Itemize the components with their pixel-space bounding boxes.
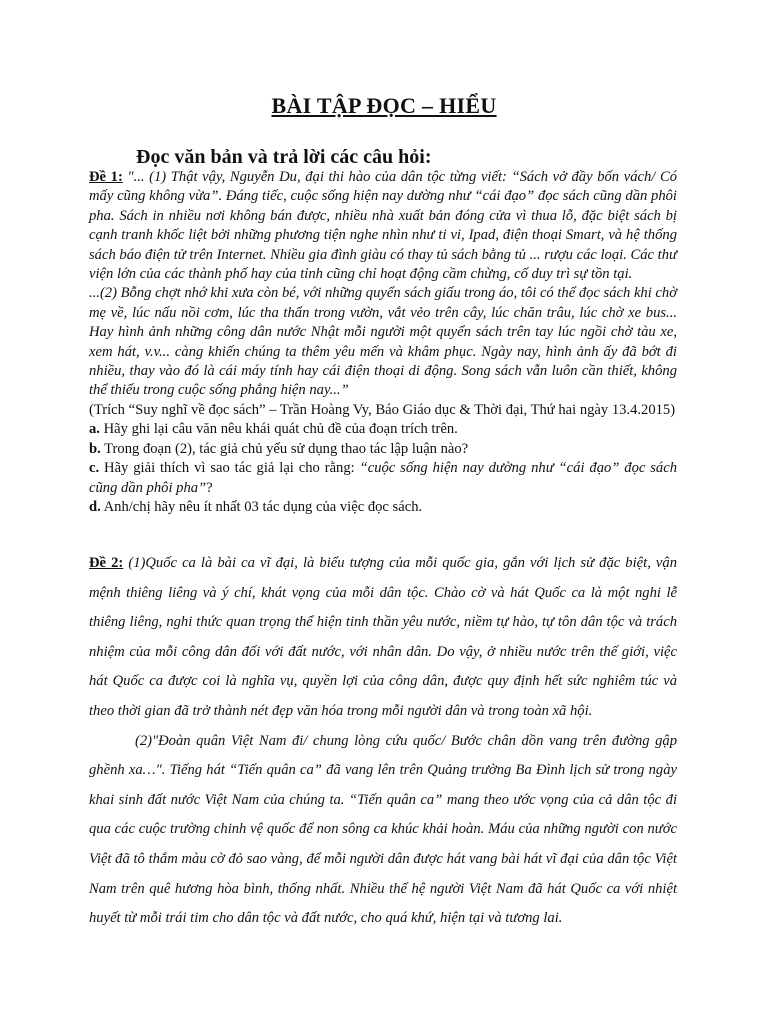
question-a <box>89 420 677 439</box>
passage-source: (Trích “Suy nghĩ về đọc sách” – Trần Hoàng Vy, Báo Giáo dục & Thời đại, Thứ hai ngày 13.4.2015) <box>89 401 676 418</box>
exercise-2-label: Đề 2: <box>89 555 124 571</box>
exercise-1 <box>89 168 677 517</box>
passage-1-text: "... (1) Thật vậy, Nguyễn Du, đại thi hào của dân tộc từng viết: “Sách vở đầy bốn vách/ Có mấy cũng không vừa”. Đáng tiếc, cuộc sống hiện nay dường như “cái đạo” đọc sách cũng dần phôi pha. Sách in nhiều nơi không bán được, nhiều nhà xuất bản đóng cửa vì thua lỗ, đặc biệt sách bị cạnh tranh khốc liệt bởi những phương tiện nghe nhìn như ti vi, Ipad, điện thoại Smart, và hệ thống sách báo điện tử trên Internet. Nhiều gia đình giàu có thay tủ sách bằng tủ ... rượu các loại. Các thư viện lớn của các thành phố hay của tỉnh cũng chỉ hoạt động cầm chừng, cố duy trì sự tồn tại. <box>89 169 677 283</box>
instruction-heading: Đọc văn bản và trả lời các câu hỏi: <box>136 146 432 168</box>
exercise-1-label: Đề 1: <box>89 169 123 185</box>
question-c <box>89 459 677 498</box>
question-d <box>89 498 677 517</box>
question-c-label: c. <box>89 460 100 477</box>
exercise-2-passage-1 <box>89 549 677 727</box>
question-c-end: ? <box>206 479 213 496</box>
question-a-text: Hãy ghi lại câu văn nêu khái quát chủ đề của đoạn trích trên. <box>99 421 458 438</box>
question-c-text: Hãy giải thích vì sao tác giả lại cho rằng: <box>99 460 360 477</box>
question-c-quote: “cuộc sống hiện nay dường như “cái đạo” đọc sách cũng dần phôi pha” <box>89 460 678 496</box>
page-title: BÀI TẬP ĐỌC – HIỂU <box>271 93 497 118</box>
question-b-label: b. <box>89 440 101 457</box>
question-d-label: d. <box>89 498 101 515</box>
exercise-2 <box>89 549 677 934</box>
question-d-text: Anh/chị hãy nêu ít nhất 03 tác dụng của việc đọc sách. <box>100 498 423 515</box>
exercise-2-passage-2: (2)"Đoàn quân Việt Nam đi/ chung lòng cứu quốc/ Bước chân dồn vang trên đường gập ghềnh xa…". Tiếng hát “Tiến quân ca” đã vang lên trên Quảng trường Ba Đình lịch sử trong ngày khai sinh đất nước Việt Nam của chúng ta. “Tiến quân ca” mang theo ước vọng của cả dân tộc đi qua các cuộc trường chinh vệ quốc để non sông ca khúc khải hoàn. Máu của những người con nước Việt đã tô thắm màu cờ đỏ sao vàng, để mỗi người dân được hát vang bài hát vĩ đại của dân tộc Việt Nam trên quê hương hòa bình, thống nhất. Nhiều thế hệ người Việt Nam đã hát Quốc ca với nhiệt huyết từ mỗi trái tim cho dân tộc và đất nước, cho quá khứ, hiện tại và tương lai. <box>89 732 677 927</box>
question-a-label: a. <box>89 421 100 438</box>
question-b <box>89 440 677 459</box>
exercise-1-passage-2: ...(2) Bỗng chợt nhớ khi xưa còn bé, với những quyển sách giấu trong áo, tôi có thể đọc sách khi chờ mẹ về, lúc nấu nồi cơm, lúc tha thẩn trong vườn, vắt vẻo trên cây, lúc chăn trâu, lúc chờ xe bus... Hay hình ảnh những công dân nước Nhật mỗi người một quyển sách trên tay lúc ngồi chờ tàu xe, xem hát, v.v... càng khiến chúng ta thêm yêu mến và khâm phục. Ngày nay, hình ảnh ấy đã bớt đi nhiều, thay vào đó là cái máy tính hay cái điện thoại di động. Song sách vẫn luôn cần thiết, không thể thiếu trong cuộc sống phẳng hiện nay...” <box>89 285 677 399</box>
exercise-1-passage-1 <box>89 168 677 284</box>
exercise-2-passage-1-text: (1)Quốc ca là bài ca vĩ đại, là biểu tượng của mỗi quốc gia, gắn với lịch sử đặc biệt, vận mệnh thiêng liêng và ý chí, khát vọng của mỗi dân tộc. Chào cờ và hát Quốc ca là một nghi lễ thiêng liêng, nghi thức quan trọng thể hiện tinh thần yêu nước, niềm tự hào, tự tôn dân tộc và trách nhiệm của mỗi công dân đối với đất nước, với nhân dân. Do vậy, ở nhiều nước trên thế giới, việc hát Quốc ca được coi là nghĩa vụ, quyền lợi của công dân, được quy định hết sức nghiêm túc và theo thời gian đã trở thành nét đẹp văn hóa trong mỗi người dân và trong toàn xã hội. <box>89 555 677 719</box>
question-b-text: Trong đoạn (2), tác giả chủ yếu sử dụng thao tác lập luận nào? <box>100 440 469 457</box>
